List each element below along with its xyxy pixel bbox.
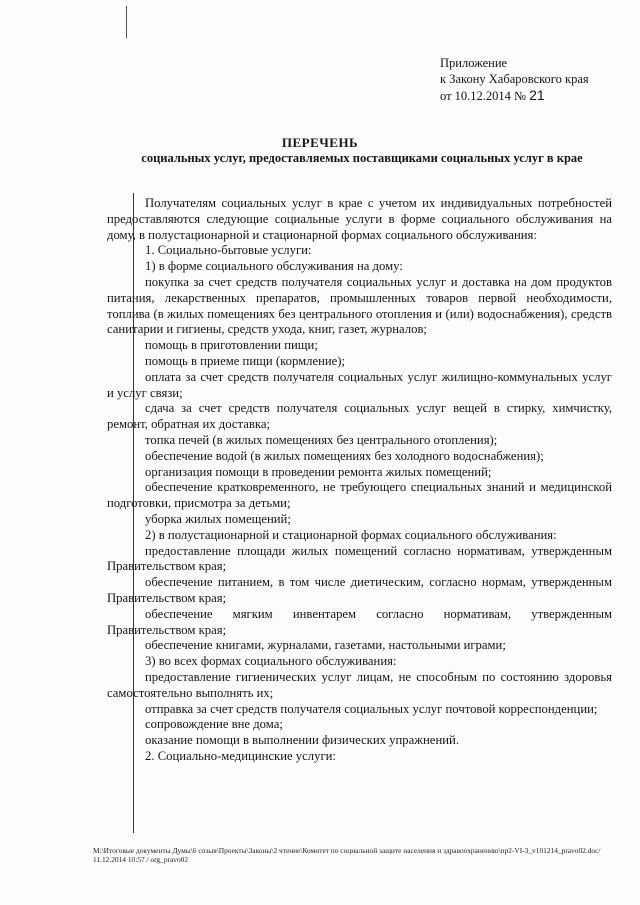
paragraph: отправка за счет средств получателя социальных услуг почтовой корреспонденции; bbox=[145, 701, 598, 716]
paragraph: уборка жилых помещений; bbox=[145, 511, 291, 526]
paragraph: помощь в приеме пищи (кормление); bbox=[145, 353, 346, 368]
law-number: 21 bbox=[529, 87, 545, 103]
paragraph: сдача за счет средств получателя социальных услуг вещей в стирку, химчистку, ремонт, обратная их доставка; bbox=[107, 401, 612, 432]
document-body bbox=[107, 196, 612, 765]
paragraph: топка печей (в жилых помещениях без центрального отопления); bbox=[145, 432, 498, 447]
appendix-line: Приложение bbox=[440, 56, 508, 70]
paragraph: обеспечение мягким инвентарем согласно нормативам, утвержденным Правительством края; bbox=[107, 606, 612, 637]
paragraph: 2) в полустационарной и стационарной формах социального обслуживания: bbox=[145, 527, 557, 542]
paragraph: оплата за счет средств получателя социальных услуг жилищно-коммунальных услуг и услуг связи; bbox=[107, 369, 612, 400]
appendix-block bbox=[440, 55, 589, 104]
appendix-date-line bbox=[440, 87, 589, 104]
paragraph: Получателям социальных услуг в крае с учетом их индивидуальных потребностей предоставляются следующие социальные услуги в форме социального обслуживания на дому, в полустационарной и стационарной формах социального обслуживания: bbox=[107, 196, 612, 242]
paragraph: 1) в форме социального обслуживания на дому: bbox=[145, 259, 403, 274]
paragraph: помощь в приготовлении пищи; bbox=[145, 338, 318, 353]
document-subtitle: социальных услуг, предоставляемых поставщиками социальных услуг в крае bbox=[141, 151, 583, 165]
file-path-footer: М:\Итоговые документы Думы\6 созыв\Проекты\Законы\2 чтение\Комитет по социальной защите населения и здравоохранению\пр2-VI-3_v101214_pravo02.doc/ 11.12.2014 10:57 / org_pravo02 bbox=[93, 846, 601, 864]
paragraph: покупка за счет средств получателя социальных услуг и доставка на дом продуктов питания, лекарственных препаратов, промышленных товаров первой необходимости, топлива (в жилых помещениях без центрального отопления и (или) водоснабжения), средств санитарии и гигиены, средств ухода, книг, газет, журналов; bbox=[107, 274, 612, 337]
scan-mark bbox=[126, 6, 127, 38]
paragraph: обеспечение водой (в жилых помещениях без холодного водоснабжения); bbox=[145, 448, 544, 463]
document-title: ПЕРЕЧЕНЬ bbox=[281, 135, 359, 150]
paragraph: организация помощи в проведении ремонта жилых помещений; bbox=[145, 464, 492, 479]
paragraph: обеспечение книгами, журналами, газетами, настольными играми; bbox=[145, 638, 506, 653]
paragraph: 2. Социально-медицинские услуги: bbox=[145, 748, 336, 763]
appendix-line: к Закону Хабаровского края bbox=[440, 72, 589, 86]
appendix-date: от 10.12.2014 № bbox=[440, 89, 526, 103]
paragraph: предоставление площади жилых помещений согласно нормативам, утвержденным Правительством края; bbox=[107, 543, 612, 574]
paragraph: 1. Социально-бытовые услуги: bbox=[145, 243, 312, 258]
paragraph: обеспечение кратковременного, не требующего специальных знаний и медицинской подготовки, присмотра за детьми; bbox=[107, 480, 612, 511]
paragraph: предоставление гигиенических услуг лицам, не способным по состоянию здоровья самостоятельно выполнять их; bbox=[107, 669, 612, 700]
paragraph: 3) во всех формах социального обслуживания: bbox=[145, 654, 397, 669]
paragraph: обеспечение питанием, в том числе диетическим, согласно нормам, утвержденным Правительством края; bbox=[107, 575, 612, 605]
paragraph: сопровождение вне дома; bbox=[145, 717, 283, 732]
paragraph: оказание помощи в выполнении физических упражнений. bbox=[145, 733, 459, 748]
